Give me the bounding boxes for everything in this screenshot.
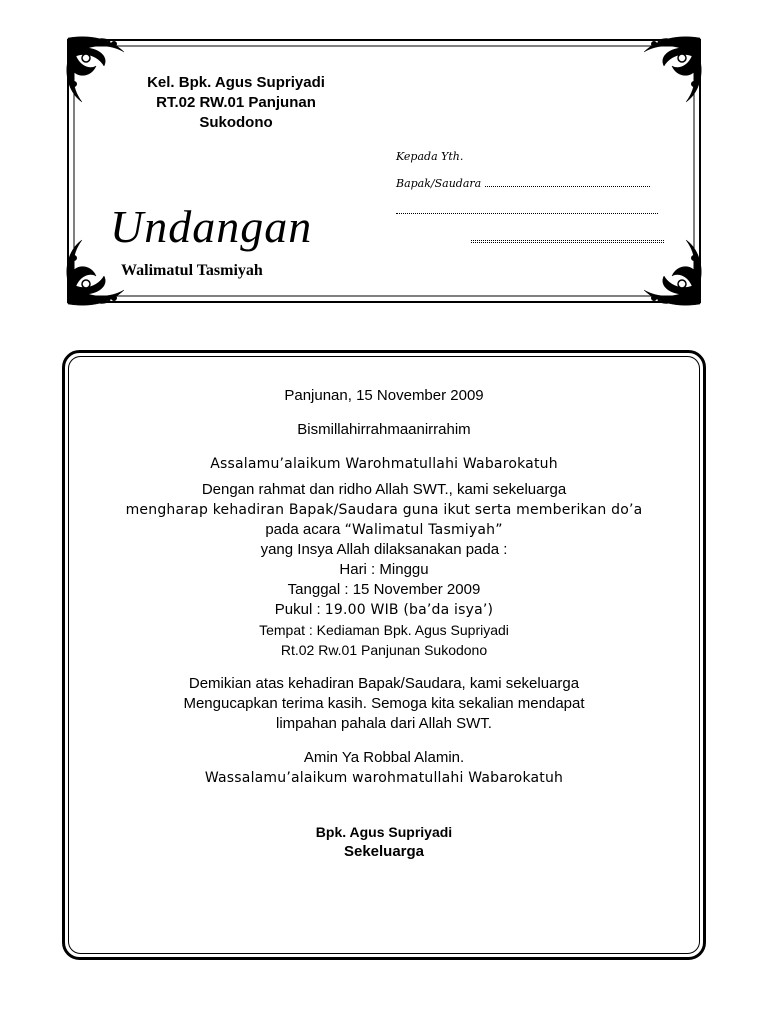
letter-body xyxy=(102,386,666,862)
event-name-quote: “Walimatul Tasmiyah” xyxy=(344,522,503,538)
invitation-title: Undangan xyxy=(110,201,313,252)
event-place-line1: Tempat : Kediaman Bpk. Agus Supriyadi xyxy=(259,622,509,638)
letter-para2-line1: Demikian atas kehadiran Bapak/Saudara, kami sekeluarga xyxy=(188,675,580,692)
event-time-value: 19.00 WIB (ba’da isya’) xyxy=(324,602,494,618)
letter-greeting: Assalamu’alaikum Warohmatullahi Wabarokatuh xyxy=(210,456,558,472)
letter-closing: Wassalamu’alaikum warohmatullahi Wabarokatuh xyxy=(204,770,564,786)
letter-amin: Amin Ya Robbal Alamin. xyxy=(303,749,465,766)
recipient-label: Kepada Yth. xyxy=(396,150,464,163)
event-day: Hari : Minggu xyxy=(339,561,429,578)
event-subtitle: Walimatul Tasmiyah xyxy=(121,262,263,279)
event-time xyxy=(102,600,666,620)
letter-basmalah: Bismillahirrahmaanirrahim xyxy=(297,421,471,438)
letter-para1-line3-a: pada acara xyxy=(265,521,345,538)
event-time-label: Pukul : xyxy=(274,601,325,618)
letter-para2-line2: Mengucapkan terima kasih. Semoga kita sekalian mendapat xyxy=(183,695,585,712)
sender-name: Kel. Bpk. Agus Supriyadi xyxy=(147,74,325,91)
recipient-name-label: Bapak/Saudara xyxy=(396,177,482,190)
sender-village: Sukodono xyxy=(199,114,273,131)
recipient-extra-blank xyxy=(471,240,664,243)
event-place-line2: Rt.02 Rw.01 Panjunan Sukodono xyxy=(280,642,488,658)
letter-para1-line4: yang Insya Allah dilaksanakan pada : xyxy=(260,541,508,558)
signature-name: Bpk. Agus Supriyadi xyxy=(315,824,453,840)
recipient-name-blank xyxy=(485,186,650,187)
letter-place-date: Panjunan, 15 November 2009 xyxy=(284,387,484,404)
letter-para2-line3: limpahan pahala dari Allah SWT. xyxy=(276,715,492,732)
recipient-address-line xyxy=(396,204,676,231)
ornament-corner-top-right xyxy=(626,32,706,112)
sender-address xyxy=(118,73,354,133)
letter-para1-line2: mengharap kehadiran Bapak/Saudara guna ikut serta memberikan do’a xyxy=(125,502,643,518)
recipient-salutation xyxy=(396,150,676,177)
event-date: Tanggal : 15 November 2009 xyxy=(287,581,481,598)
envelope-card xyxy=(66,38,702,304)
invitation-letter xyxy=(62,350,706,960)
signature-family: Sekeluarga xyxy=(343,843,425,860)
sender-rt-rw: RT.02 RW.01 Panjunan xyxy=(156,94,316,111)
letter-para1-line3 xyxy=(102,520,666,540)
recipient-address-blank xyxy=(396,213,658,214)
recipient-name-line xyxy=(396,177,676,204)
letter-para1-line1: Dengan rahmat dan ridho Allah SWT., kami sekeluarga xyxy=(201,481,567,498)
recipient-block xyxy=(396,150,676,231)
